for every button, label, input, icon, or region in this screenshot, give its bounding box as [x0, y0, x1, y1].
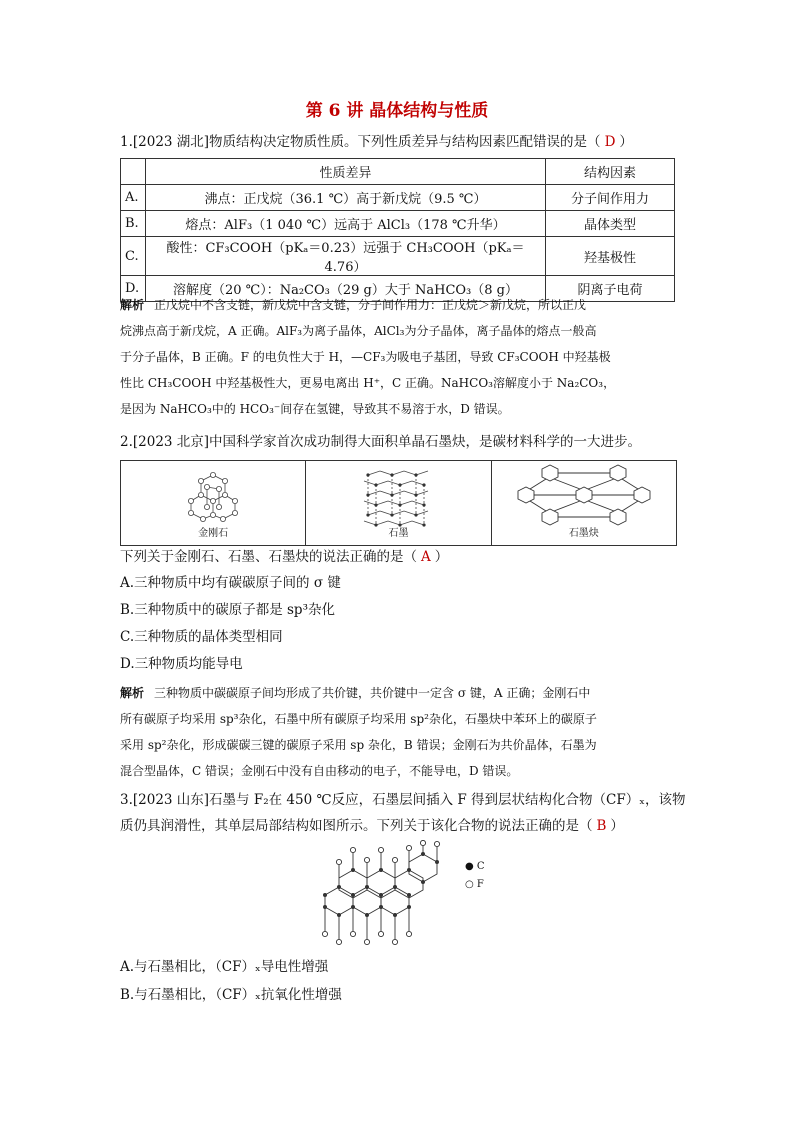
q2-analysis-label: 解析	[120, 686, 145, 700]
q2-analysis-line: 采用 sp²杂化，形成碳碳三键的碳原子采用 sp 杂化，B 错误；金刚石为共价晶体，石墨为	[120, 738, 597, 752]
q1-answer: D	[604, 134, 616, 150]
q1-analysis-line	[120, 292, 680, 318]
table-cell: 酸性：CF₃COOH（pKₐ＝0.23）远强于 CH₃COOH（pKₐ＝4.76）	[146, 237, 546, 276]
q3-option-a: A.与石墨相比，（CF）ₓ导电性增强	[120, 959, 329, 975]
q1-analysis-line: 性比 CH₃COOH 中羟基极性大，更易电离出 H⁺，C 正确。NaHCO₃溶解度小于 Na₂CO₃，	[120, 376, 616, 390]
q2-question-text: 下列关于金刚石、石墨、石墨炔的说法正确的是（	[120, 549, 417, 565]
table-row	[121, 237, 675, 276]
graphite-caption: 石墨	[388, 528, 409, 539]
legend-item-f	[465, 876, 485, 894]
q1-stem-close: ）	[619, 134, 633, 150]
q3-option-b: B.与石墨相比，（CF）ₓ抗氧化性增强	[120, 987, 342, 1003]
table-header-cell	[121, 159, 146, 185]
diamond-figure	[121, 461, 306, 545]
q1-property-table	[120, 158, 675, 302]
q1-analysis-line: 烷沸点高于新戊烷，A 正确。AlF₃为离子晶体，AlCl₃为分子晶体，离子晶体的熔点一般高	[120, 324, 597, 338]
q2-question-close: ）	[434, 549, 449, 565]
table-cell: C.	[121, 237, 146, 276]
q2-question	[120, 547, 680, 567]
table-cell: B.	[121, 211, 146, 237]
table-cell: 沸点：正戊烷（36.1 ℃）高于新戊烷（9.5 ℃）	[146, 185, 546, 211]
q3-stem-text: 质仍具润滑性，其单层局部结构如图所示。下列关于该化合物的说法正确的是（	[120, 818, 593, 834]
table-cell: 熔点：AlF₃（1 040 ℃）远高于 AlCl₃（178 ℃升华）	[146, 211, 546, 237]
table-cell: 羟基极性	[546, 237, 675, 276]
cf-layer-structure-image	[305, 840, 455, 955]
page-title: 第 6 讲 晶体结构与性质	[305, 101, 489, 121]
table-header-cell: 性质差异	[146, 159, 546, 185]
cf-legend	[465, 858, 485, 894]
legend-item-c	[465, 858, 485, 876]
q2-option-d: D.三种物质均能导电	[120, 656, 243, 672]
fluorine-circle-icon: ○	[465, 879, 474, 890]
q1-stem	[120, 132, 680, 152]
table-header-row	[121, 159, 675, 185]
graphdiyne-figure	[492, 461, 676, 545]
table-row	[121, 185, 675, 211]
table-cell: A.	[121, 185, 146, 211]
table-cell: 溶解度（20 ℃）：Na₂CO₃（29 g）大于 NaHCO₃（8 g）	[146, 276, 546, 302]
q2-stem: 2.[2023 北京]中国科学家首次成功制得大面积单晶石墨炔，是碳材料科学的一大进步。	[120, 434, 642, 450]
q2-analysis-line: 混合型晶体，C 错误；金刚石中没有自由移动的电子，不能导电，D 错误。	[120, 764, 519, 778]
q2-option-b: B.三种物质中的碳原子都是 sp³杂化	[120, 602, 335, 618]
q2-option-a: A.三种物质中均有碳碳原子间的 σ 键	[120, 575, 341, 591]
q1-analysis-line: 于分子晶体，B 正确。F 的电负性大于 H，—CF₃为吸电子基团，导致 CF₃COOH 中羟基极	[120, 350, 611, 364]
legend-label-c: C	[476, 861, 485, 872]
q2-analysis-text: 三种物质中碳碳原子间均形成了共价键，共价键中一定含 σ 键，A 正确；金刚石中	[154, 686, 591, 700]
q3-answer: B	[596, 818, 607, 834]
q2-analysis-line	[120, 680, 680, 706]
carbon-dot-icon: ●	[465, 861, 474, 872]
table-cell: 晶体类型	[546, 211, 675, 237]
q3-stem-line-1: 3.[2023 山东]石墨与 F₂在 450 ℃反应，石墨层间插入 F 得到层状结构化合物（CF）ₓ，该物	[120, 792, 686, 808]
table-row	[121, 211, 675, 237]
graphite-figure	[306, 461, 491, 545]
q1-analysis-line: 是因为 NaHCO₃中的 HCO₃⁻间存在氢键，导致其不易溶于水，D 错误。	[120, 402, 510, 416]
table-cell: 阴离子电荷	[546, 276, 675, 302]
table-header-cell: 结构因素	[546, 159, 675, 185]
q3-stem-close: ）	[610, 818, 624, 834]
q2-analysis-line: 所有碳原子均采用 sp³杂化，石墨中所有碳原子均采用 sp²杂化，石墨炔中苯环上的碳原子	[120, 712, 597, 726]
legend-label-f: F	[476, 879, 484, 890]
q1-analysis-label: 解析	[120, 298, 145, 312]
graphdiyne-caption: 石墨炔	[568, 528, 599, 539]
table-cell: 分子间作用力	[546, 185, 675, 211]
table-cell: D.	[121, 276, 146, 302]
q1-stem-text: 1.[2023 湖北]物质结构决定物质性质。下列性质差异与结构因素匹配错误的是（	[120, 134, 601, 150]
q1-analysis-text: 正戊烷中不含支链，新戊烷中含支链，分子间作用力：正戊烷＞新戊烷，所以正戊	[154, 298, 587, 312]
q2-option-c: C.三种物质的晶体类型相同	[120, 629, 283, 645]
q2-figure-panel	[120, 460, 677, 546]
diamond-caption: 金刚石	[198, 528, 229, 539]
q2-answer: A	[421, 549, 431, 565]
q3-stem-line-2	[120, 816, 680, 836]
